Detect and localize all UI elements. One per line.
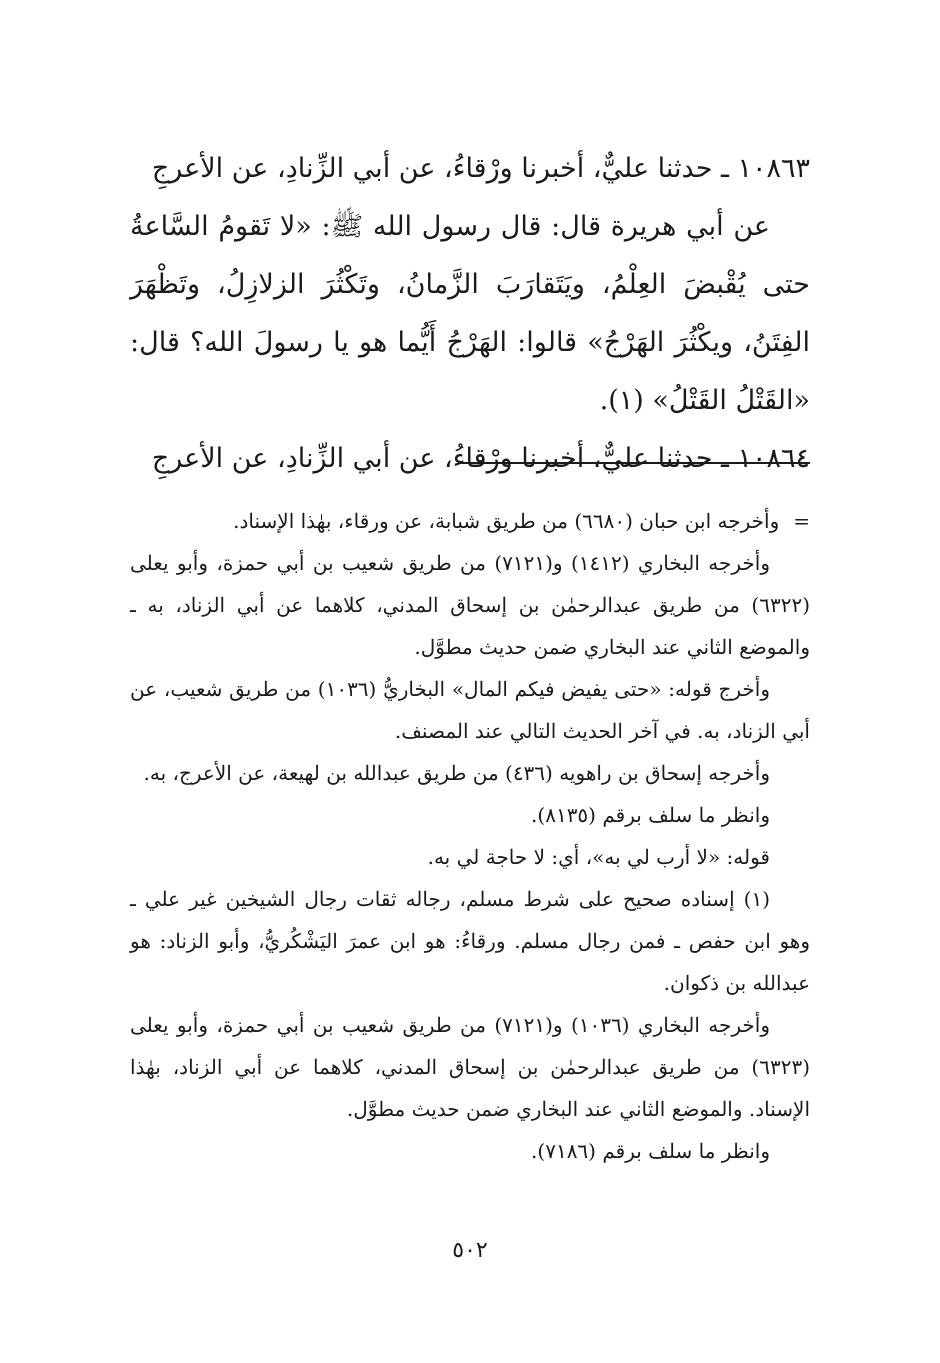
footnote-paragraph: وأخرجه إسحاق بن راهويه (٤٣٦) من طريق عبدالله بن لهيعة، عن الأعرج، به.	[143, 761, 770, 785]
footnote-paragraph: وأخرجه البخاري (١٠٣٦) و(٧١٢١) من طريق شعيب بن أبي حمزة، وأبو يعلى (٦٣٢٣) من طريق عبدالرحمٰن بن إسحاق المدني، كلاهما عن أبي الزناد، بهٰذا الإسناد. والموضع الثاني عند البخاري ضمن حديث مطوَّل.	[130, 1013, 810, 1121]
main-text	[130, 140, 810, 488]
footnote-divider	[460, 462, 810, 464]
footnote-text: وأخرجه ابن حبان (٦٦٨٠) من طريق شبابة، عن ورقاء، بهٰذا الإسناد.	[233, 509, 780, 533]
footnote-paragraph: وأخرج قوله: «حتى يفيض فيكم المال» البخاريُّ (١٠٣٦) من طريق شعيب، عن أبي الزناد، به. في آخر الحديث التالي عند المصنف.	[130, 677, 810, 743]
footnote-paragraph: (١) إسناده صحيح على شرط مسلم، رجاله ثقات رجال الشيخين غير علي ـ وهو ابن حفص ـ فمن رجال مسلم. ورقاءُ: هو ابن عمرَ اليَشْكُريُّ، وأبو الزناد: هو عبدالله بن ذكوان.	[130, 887, 810, 995]
footnotes	[130, 500, 810, 1172]
footnote-paragraph: قوله: «لا أرب لي به»، أي: لا حاجة لي به.	[427, 845, 770, 869]
hadith-10863-body: عن أبي هريرة قال: قال رسول الله ﷺ: «لا تَقومُ السَّاعةُ حتى يُقْبضَ العِلْمُ، ويَتَقارَبَ الزَّمانُ، وتَكْثُرَ الزلازِلُ، وتَظْهَرَ الفِتَنُ، ويكْثُرَ الهَرْجُ» قالوا: الهَرْجُ أَيُّما هو يا رسولَ الله؟ قال: «القَتْلُ القَتْلُ» (١).	[130, 211, 810, 416]
hadith-10863-header: ١٠٨٦٣ ـ حدثنا عليٌّ، أخبرنا ورْقاءُ، عن أبي الزِّنادِ، عن الأعرجِ	[151, 153, 810, 184]
footnote-paragraph: وانظر ما سلف برقم (٧١٨٦).	[531, 1139, 770, 1163]
hadith-10864-header: ١٠٨٦٤ ـ حدثنا عليٌّ، أخبرنا ورْقاءُ، عن أبي الزِّنادِ، عن الأعرجِ	[151, 443, 810, 474]
page-number: ٥٠٢	[452, 1238, 488, 1263]
footnote-paragraph: وأخرجه البخاري (١٤١٢) و(٧١٢١) من طريق شعيب بن أبي حمزة، وأبو يعلى (٦٣٢٢) من طريق عبدالرحمٰن بن إسحاق المدني، كلاهما عن أبي الزناد، به ـ والموضع الثاني عند البخاري ضمن حديث مطوَّل.	[130, 551, 810, 659]
footnote-paragraph	[130, 500, 810, 542]
footnote-paragraph: وانظر ما سلف برقم (٨١٣٥).	[531, 803, 770, 827]
continuation-mark: =	[793, 509, 810, 533]
